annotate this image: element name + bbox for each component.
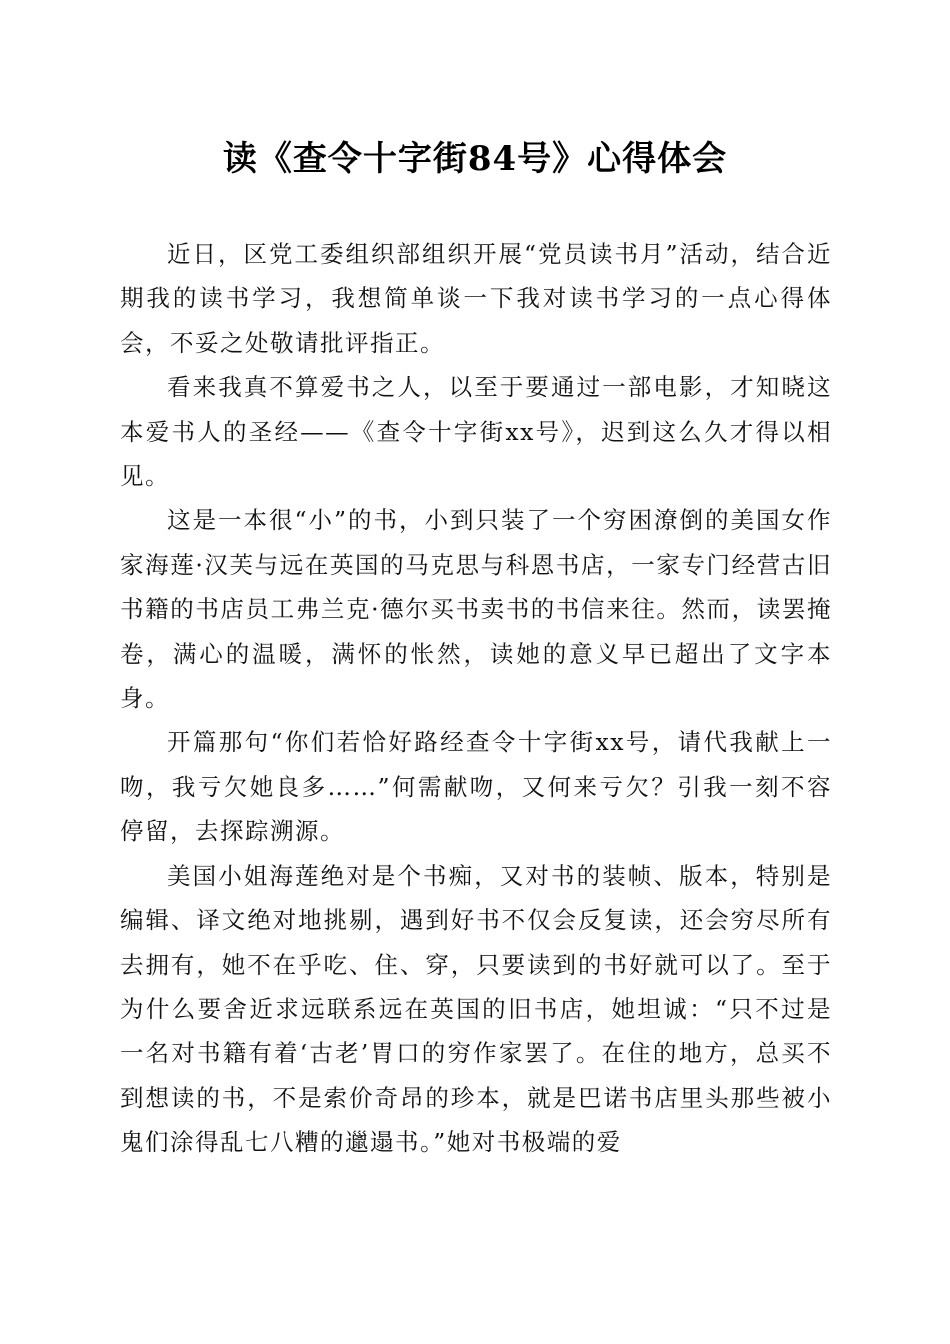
paragraph: 看来我真不算爱书之人，以至于要通过一部电影，才知晓这本爱书人的圣经——《查令十字街xx号》，迟到这么久才得以相见。 [120, 373, 832, 491]
paragraph: 这是一本很“小”的书，小到只装了一个穷困潦倒的美国女作家海莲·汉芙与远在英国的马克思与科恩书店，一家专门经营古旧书籍的书店员工弗兰克·德尔买书卖书的书信来往。然而，读罢掩卷，满心的温暖，满怀的怅然，读她的意义早已超出了文字本身。 [120, 506, 832, 713]
paragraph: 美国小姐海莲绝对是个书痴，又对书的装帧、版本，特别是编辑、译文绝对地挑剔，遇到好书不仅会反复读，还会穷尽所有去拥有，她不在乎吃、住、穿，只要读到的书好就可以了。至于为什么要舍近求远联系远在英国的旧书店，她坦诚：“只不过是一名对书籍有着‘古老’胃口的穷作家罢了。在住的地方，总买不到想读的书，不是索价奇昂的珍本，就是巴诺书店里头那些被小鬼们涂得乱七八糟的邋遢书。”她对书极端的爱 [120, 861, 832, 1157]
document-title: 读《查令十字街84号》心得体会 [222, 139, 728, 179]
paragraph: 近日，区党工委组织部组织开展“党员读书月”活动，结合近期我的读书学习，我想简单谈一下我对读书学习的一点心得体会，不妥之处敬请批评指正。 [120, 240, 832, 357]
paragraph: 开篇那句“你们若恰好路经查令十字街xx号，请代我献上一吻，我亏欠她良多……”何需献吻，又何来亏欠？引我一刻不容停留，去探踪溯源。 [120, 728, 832, 846]
document-body [120, 232, 832, 1165]
